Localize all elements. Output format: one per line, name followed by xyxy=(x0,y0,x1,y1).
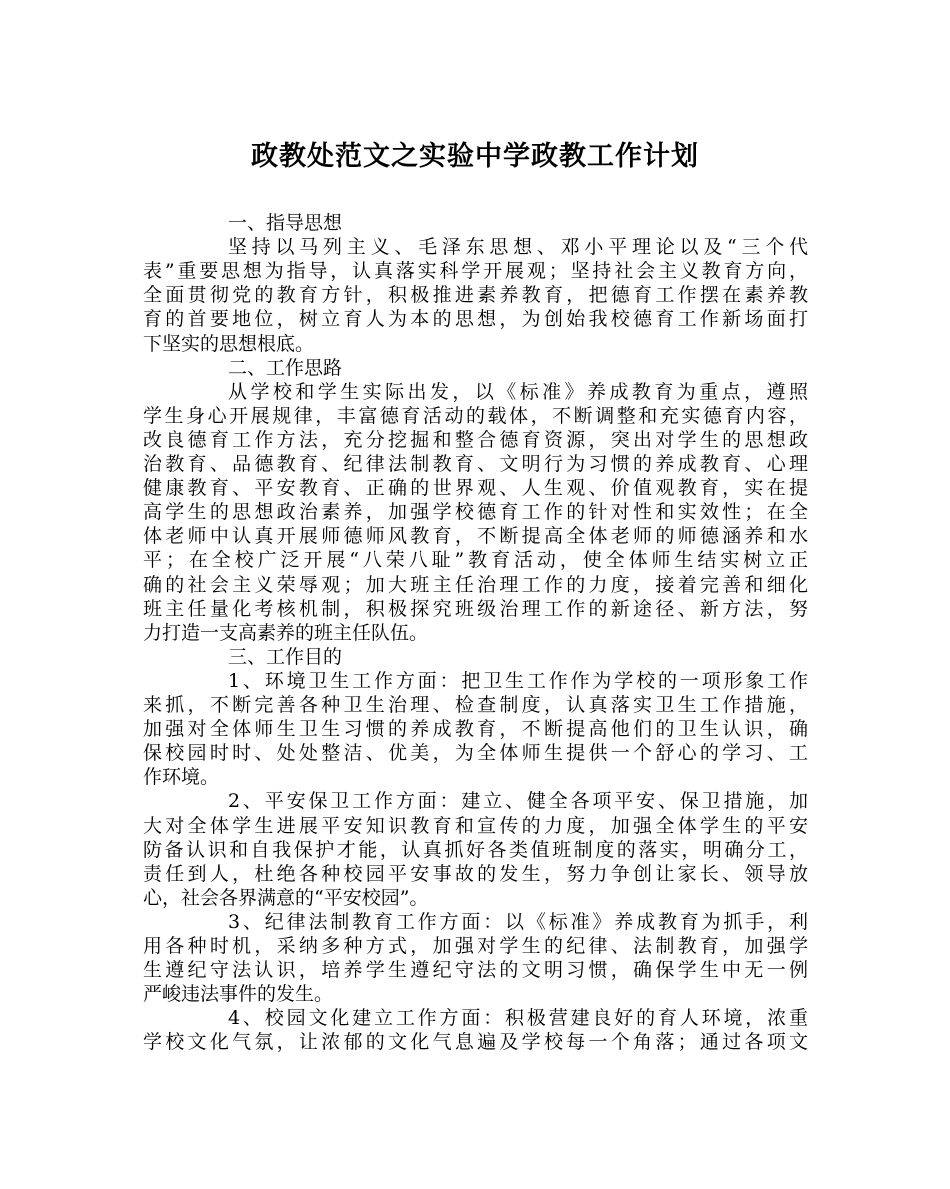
paragraph-line: 全面贯彻党的教育方针，积极推进素养教育，把德育工作摆在素养教 xyxy=(143,284,808,307)
paragraph-line: 来抓，不断完善各种卫生治理、检查制度，认真落实卫生工作措施， xyxy=(143,694,808,716)
paragraph-line: 3、纪律法制教育工作方面：以《标准》养成教育为抓手，利 xyxy=(228,910,808,933)
paragraph-line: 责任到人，杜绝各种校园平安事故的发生，努力争创让家长、领导放 xyxy=(143,862,808,885)
paragraph-line: 育的首要地位，树立育人为本的思想，为创始我校德育工作新场面打 xyxy=(143,308,808,331)
paragraph-line: 生遵纪守法认识，培养学生遵纪守法的文明习惯，确保学生中无一例 xyxy=(143,959,808,982)
section-heading: 二、工作思路 xyxy=(228,356,343,379)
paragraph-line: 保校园时时、处处整洁、优美，为全体师生提供一个舒心的学习、工 xyxy=(143,742,808,765)
paragraph-line: 学校文化气氛，让浓郁的文化气息遍及学校每一个角落；通过各项文 xyxy=(143,1031,808,1054)
paragraph-line: 治教育、品德教育、纪律法制教育、文明行为习惯的养成教育、心理 xyxy=(143,453,808,475)
paragraph-line: 改良德育工作方法，充分挖掘和整合德育资源，突出对学生的思想政 xyxy=(143,428,808,451)
paragraph-line: 2、平安保卫工作方面：建立、健全各项平安、保卫措施，加 xyxy=(228,790,808,813)
paragraph-line: 加强对全体师生卫生习惯的养成教育，不断提高他们的卫生认识，确 xyxy=(143,718,808,741)
paragraph-line: 体老师中认真开展师德师风教育，不断提高全体老师的师德涵养和水 xyxy=(143,525,808,548)
paragraph-line: 班主任量化考核机制，积极探究班级治理工作的新途径、新方法，努 xyxy=(143,597,808,620)
paragraph-line: 平；在全校广泛开展“八荣八耻”教育活动，使全体师生结实树立正 xyxy=(143,549,808,572)
paragraph-line: 心，社会各界满意的“平安校园”。 xyxy=(143,886,429,909)
paragraph-line: 下坚实的思想根底。 xyxy=(143,332,315,355)
paragraph-line: 坚持以马列主义、毛泽东思想、邓小平理论以及“三个代 xyxy=(228,236,808,259)
paragraph-line: 学生身心开展规律，丰富德育活动的载体，不断调整和充实德育内容， xyxy=(143,404,808,427)
section-heading: 三、工作目的 xyxy=(228,645,343,668)
paragraph-line: 力打造一支高素养的班主任队伍。 xyxy=(143,621,429,644)
paragraph-line: 高学生的思想政治素养，加强学校德育工作的针对性和实效性；在全 xyxy=(143,501,808,524)
paragraph-line: 用各种时机，采纳多种方式，加强对学生的纪律、法制教育，加强学 xyxy=(143,935,808,957)
paragraph-line: 防备认识和自我保护才能，认真抓好各类值班制度的落实，明确分工， xyxy=(143,838,808,861)
paragraph-line: 表”重要思想为指导，认真落实科学开展观；坚持社会主义教育方向， xyxy=(143,260,808,283)
paragraph-line: 作环境。 xyxy=(143,766,220,789)
paragraph-line: 4、校园文化建立工作方面：积极营建良好的育人环境，浓重 xyxy=(228,1007,808,1030)
paragraph-line: 大对全体学生进展平安知识教育和宣传的力度，加强全体学生的平安 xyxy=(143,814,808,837)
paragraph-line: 从学校和学生实际出发，以《标准》养成教育为重点，遵照 xyxy=(228,380,808,403)
paragraph-line: 1、环境卫生工作方面：把卫生工作作为学校的一项形象工作 xyxy=(228,669,808,692)
paragraph-line: 确的社会主义荣辱观；加大班主任治理工作的力度，接着完善和细化 xyxy=(143,573,808,596)
section-heading: 一、指导思想 xyxy=(228,212,343,234)
paragraph-line: 严峻违法事件的发生。 xyxy=(143,983,334,1006)
paragraph-line: 健康教育、平安教育、正确的世界观、人生观、价值观教育，实在提 xyxy=(143,477,808,500)
document-title: 政教处范文之实验中学政教工作计划 xyxy=(251,141,699,172)
